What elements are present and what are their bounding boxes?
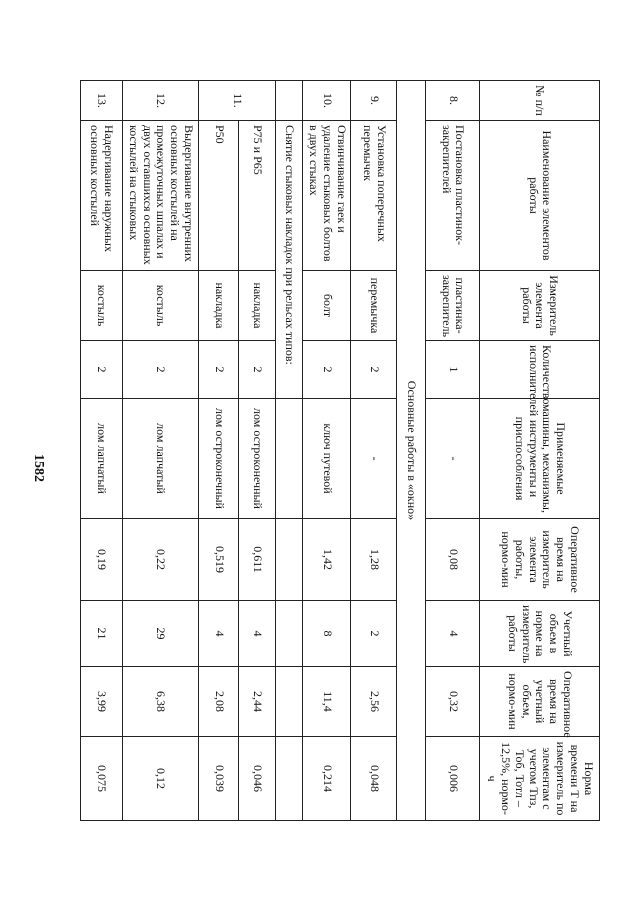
page-number: 1582 <box>31 454 46 482</box>
cell-norm: 0,214 <box>303 737 351 821</box>
cell-workers: 2 <box>122 341 199 399</box>
cell-name: Надергивание наружных основных костылей <box>81 121 123 271</box>
cell-volume: 2 <box>351 601 397 667</box>
header-num: № п/п <box>480 81 600 121</box>
cell-op-time: 0,22 <box>122 519 199 601</box>
cell-op-time: 1,28 <box>351 519 397 601</box>
cell-workers: 1 <box>426 341 480 399</box>
cell-workers: 2 <box>303 341 351 399</box>
cell-volume: 29 <box>122 601 199 667</box>
cell-op-time-volume: 0,32 <box>426 667 480 737</box>
cell-name: Р75 и Р65 <box>238 121 275 271</box>
cell-num: 12. <box>122 81 199 121</box>
cell-op-time-volume: 3,99 <box>81 667 123 737</box>
cell-num: 11. <box>199 81 276 121</box>
cell-tools: лом лапчатый <box>122 399 199 519</box>
table-row <box>351 81 397 821</box>
table-row <box>122 81 199 821</box>
cell-meter: костыль <box>122 271 199 341</box>
header-op-time-volume: Оперативное время на учетный объем, нормо-мин <box>480 667 600 737</box>
header-op-time: Оперативное время на измеритель элемента работы, нормо-мин <box>480 519 600 601</box>
cell-norm: 0,039 <box>199 737 238 821</box>
cell-workers: 2 <box>81 341 123 399</box>
cell-num: 9. <box>351 81 397 121</box>
header-meter: Измеритель элемента работы <box>480 271 600 341</box>
cell-workers: 2 <box>199 341 238 399</box>
cell-op-time-volume: 2,08 <box>199 667 238 737</box>
cell-meter: пластинка-закрепитель <box>426 271 480 341</box>
header-workers: Количество исполнителей <box>480 341 600 399</box>
cell-workers: 2 <box>238 341 275 399</box>
header-row <box>480 81 600 821</box>
table-row <box>303 81 351 821</box>
cell-num: 13. <box>81 81 123 121</box>
cell-tools: лом лапчатый <box>81 399 123 519</box>
cell-op-time: 0,519 <box>199 519 238 601</box>
cell-tools: лом остроконечный <box>199 399 238 519</box>
cell-volume: 4 <box>199 601 238 667</box>
cell-op-time-volume: 11,4 <box>303 667 351 737</box>
table-row <box>81 81 123 821</box>
cell-op-time: 0,611 <box>238 519 275 601</box>
cell-op-time: 0,08 <box>426 519 480 601</box>
cell-op-time: 0,19 <box>81 519 123 601</box>
cell-name: Отвинчивание гаек и удаление стыковых болтов в двух стыках <box>303 121 351 271</box>
cell-norm: 0,048 <box>351 737 397 821</box>
cell-volume: 4 <box>238 601 275 667</box>
cell-name: Р50 <box>199 121 238 271</box>
subsection-title: Снятие стыковых накладок при рельсах типов: <box>276 121 303 399</box>
section-title: Основные работы в «окно» <box>397 81 426 821</box>
cell-meter: перемычка <box>351 271 397 341</box>
cell-meter: костыль <box>81 271 123 341</box>
table-row <box>238 81 275 821</box>
cell-norm: 0,075 <box>81 737 123 821</box>
cell-tools: ключ путевой <box>303 399 351 519</box>
table-row <box>426 81 480 821</box>
section-row <box>397 81 426 821</box>
cell-norm: 0,046 <box>238 737 275 821</box>
cell-norm: 0,006 <box>426 737 480 821</box>
norms-table-rotated <box>80 80 600 820</box>
header-volume: Учетный объем в норме на измеритель работы <box>480 601 600 667</box>
header-name: Наименование элементов работы <box>480 121 600 271</box>
subsection-row <box>276 81 303 821</box>
header-tools: Применяемые машины, механизмы, инструменты и приспособления <box>480 399 600 519</box>
cell-num: 10. <box>303 81 351 121</box>
cell-volume: 21 <box>81 601 123 667</box>
header-norm: Норма времени Т на измеритель по элементам с учетом Тпз, Тоб, Тотл – 12,5%, нормо-ч <box>480 737 600 821</box>
cell-meter: болт <box>303 271 351 341</box>
cell-name: Установка поперечных перемычек <box>351 121 397 271</box>
cell-tools: - <box>351 399 397 519</box>
cell-op-time: 1,42 <box>303 519 351 601</box>
cell-volume: 4 <box>426 601 480 667</box>
cell-num: 8. <box>426 81 480 121</box>
cell-name: Выдергивание внутренних основных костылей на промежуточных шпалах и двух оставшихся основных костылей на стыковых <box>122 121 199 271</box>
cell-meter: накладка <box>199 271 238 341</box>
cell-workers: 2 <box>351 341 397 399</box>
cell-op-time-volume: 2,44 <box>238 667 275 737</box>
cell-tools: - <box>426 399 480 519</box>
cell-norm: 0,12 <box>122 737 199 821</box>
table-row <box>199 81 238 821</box>
cell-volume: 8 <box>303 601 351 667</box>
cell-op-time-volume: 2,56 <box>351 667 397 737</box>
cell-op-time-volume: 6,38 <box>122 667 199 737</box>
cell-tools: лом остроконечный <box>238 399 275 519</box>
cell-meter: накладка <box>238 271 275 341</box>
cell-name: Постановка пластинок-закрепителей <box>426 121 480 271</box>
norms-table <box>80 80 600 821</box>
